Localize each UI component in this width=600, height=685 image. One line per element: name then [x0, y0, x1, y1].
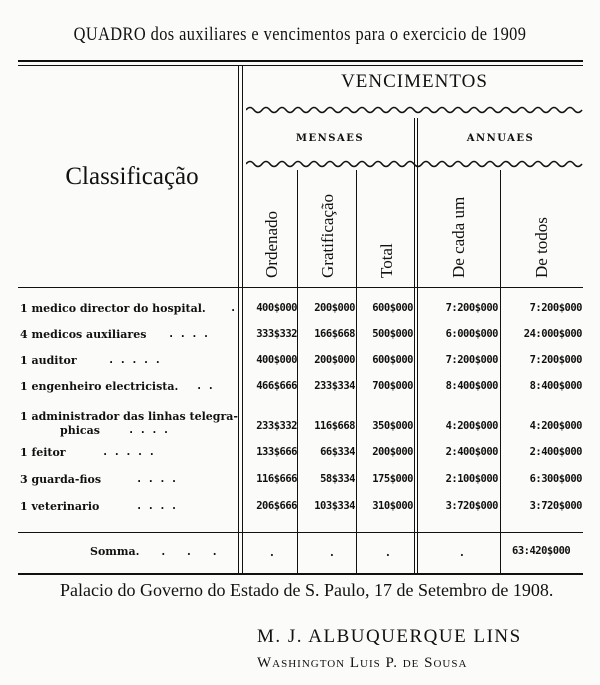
bottom-rule [18, 573, 583, 575]
row-leader-dots: . . . . [168, 328, 209, 340]
cell-ordenado: 400$000 [256, 354, 297, 366]
col-header-todos: De todos [532, 217, 551, 278]
somma-placeholder-dot: . [330, 546, 334, 559]
somma-label [90, 545, 226, 558]
cell-cada-um: 7:200$000 [445, 302, 498, 314]
row-leader-dots: . . . . [136, 500, 177, 512]
cell-total: 700$000 [372, 380, 413, 392]
somma-label-text: Somma. [90, 545, 140, 558]
cell-todos: 7:200$000 [529, 302, 582, 314]
cell-todos: 2:400$000 [529, 446, 582, 458]
header-bottom-rule [18, 287, 583, 288]
page-title: QUADRO dos auxiliares e vencimentos para o exercicio de 1909 [73, 24, 527, 45]
row-leader-dots: . . . . [128, 424, 169, 436]
row-leader-dots: . . . . . [108, 354, 161, 366]
cell-ordenado: 133$666 [256, 446, 297, 458]
cell-ordenado: 400$000 [256, 302, 297, 314]
cell-ordenado: 466$666 [256, 380, 297, 392]
signature-secretary: Washington Luis P. de Sousa [257, 655, 468, 671]
cell-ordenado: 116$666 [256, 473, 297, 485]
cell-gratificacao: 233$334 [314, 380, 355, 392]
somma-total: 63:420$000 [512, 545, 571, 557]
cell-total: 310$000 [372, 500, 413, 512]
cell-total: 500$000 [372, 328, 413, 340]
header-vencimentos: VENCIMENTOS [341, 71, 488, 92]
table-row [18, 473, 583, 491]
header-annuaes: ANNUAES [466, 133, 535, 144]
table-row [18, 328, 583, 346]
somma-placeholder-dot: . [460, 546, 464, 559]
row-label: 1 engenheiro electricista. [20, 380, 179, 393]
cell-cada-um: 7:200$000 [445, 354, 498, 366]
table-row [18, 380, 583, 398]
cell-todos: 3:720$000 [529, 500, 582, 512]
row-label: 1 veterinario [20, 500, 100, 513]
row-label: 1 auditor [20, 354, 77, 367]
top-rule-thin [18, 65, 583, 66]
cell-ordenado: 233$332 [256, 420, 297, 432]
place-and-date: Palacio do Governo do Estado de S. Paulo, 17 de Setembro de 1908. [60, 580, 554, 600]
cell-todos: 4:200$000 [529, 420, 582, 432]
cell-gratificacao: 200$000 [314, 302, 355, 314]
row-label: 1 administrador das linhas telegra- [20, 410, 238, 423]
cell-todos: 6:300$000 [529, 473, 582, 485]
cell-total: 600$000 [372, 302, 413, 314]
cell-total: 175$000 [372, 473, 413, 485]
table-row [18, 410, 583, 442]
cell-todos: 8:400$000 [529, 380, 582, 392]
row-leader-dots: . . . . . [102, 446, 155, 458]
cell-todos: 24:000$000 [523, 328, 582, 340]
cell-total: 350$000 [372, 420, 413, 432]
signature-governor: M. J. ALBUQUERQUE LINS [257, 626, 522, 647]
cell-gratificacao: 66$334 [320, 446, 355, 458]
row-leader-dots: . . . . [136, 473, 177, 485]
table-row [18, 354, 583, 372]
row-leader-dots: . . [196, 380, 214, 392]
col-header-ordenado: Ordenado [262, 210, 281, 278]
col-header-gratificacao: Gratificação [318, 194, 337, 278]
cell-ordenado: 333$332 [256, 328, 297, 340]
cell-cada-um: 4:200$000 [445, 420, 498, 432]
row-label: 1 feitor [20, 446, 66, 459]
somma-top-rule [18, 532, 583, 533]
table-row [18, 446, 583, 464]
cell-gratificacao: 200$000 [314, 354, 355, 366]
row-label: 1 medico director do hospital. [20, 302, 206, 315]
cell-gratificacao: 116$668 [314, 420, 355, 432]
cell-total: 600$000 [372, 354, 413, 366]
table-row [18, 302, 583, 320]
top-rule-thick [18, 60, 583, 62]
cell-gratificacao: 103$334 [314, 500, 355, 512]
somma-placeholder-dot: . [270, 546, 274, 559]
cell-total: 200$000 [372, 446, 413, 458]
row-label: 3 guarda-fios [20, 473, 102, 486]
somma-leader-dots: . . . [161, 545, 226, 558]
cell-cada-um: 3:720$000 [445, 500, 498, 512]
cell-gratificacao: 58$334 [320, 473, 355, 485]
row-label-continuation: phicas [60, 424, 100, 437]
cell-gratificacao: 166$668 [314, 328, 355, 340]
somma-placeholder-dot: . [386, 546, 390, 559]
cell-ordenado: 206$666 [256, 500, 297, 512]
header-classificacao: Classificação [65, 163, 199, 190]
wavy-rule-top [246, 104, 583, 116]
cell-cada-um: 2:400$000 [445, 446, 498, 458]
row-label: 4 medicos auxiliares [20, 328, 147, 341]
cell-todos: 7:200$000 [529, 354, 582, 366]
col-header-total: Total [377, 243, 396, 278]
table-row [18, 500, 583, 518]
col-header-cada-um: De cada um [449, 196, 468, 278]
cell-cada-um: 6:000$000 [445, 328, 498, 340]
wavy-rule-bottom [246, 158, 583, 170]
header-mensaes: MENSAES [295, 133, 365, 144]
cell-cada-um: 2:100$000 [445, 473, 498, 485]
row-leader-dots: . [230, 302, 236, 314]
cell-cada-um: 8:400$000 [445, 380, 498, 392]
